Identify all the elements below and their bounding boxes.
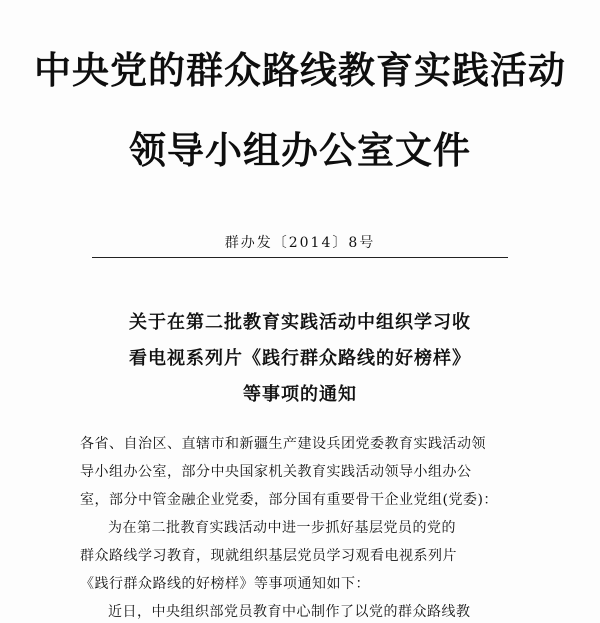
body-line: 各省、自治区、直辖市和新疆生产建设兵团党委教育实践活动领 [80,436,486,452]
document-header-line-2: 领导小组办公室文件 [129,129,471,172]
document-number: 群办发〔2014〕8号 [224,235,376,251]
body-line: 为在第二批教育实践活动中进一步抓好基层党员的党的 [108,520,456,536]
body-line: 近日，中央组织部党员教育中心制作了以党的群众路线教 [108,604,471,620]
notice-title-line-2: 看电视系列片《践行群众路线的好榜样》 [129,348,471,369]
body-line: 室，部分中管金融企业党委，部分国有重要骨干企业党组(党委)： [80,492,498,508]
body-line: 导小组办公室，部分中央国家机关教育实践活动领导小组办公 [80,464,472,480]
header-divider [92,257,508,258]
body-line: 《践行群众路线的好榜样》等事项通知如下： [80,576,370,592]
body-line: 群众路线学习教育，现就组织基层党员学习观看电视系列片 [80,548,457,564]
document-header-line-1: 中央党的群众路线教育实践活动 [34,49,566,92]
notice-title-line-1: 关于在第二批教育实践活动中组织学习收 [129,312,471,333]
notice-title-line-3: 等事项的通知 [243,384,357,405]
